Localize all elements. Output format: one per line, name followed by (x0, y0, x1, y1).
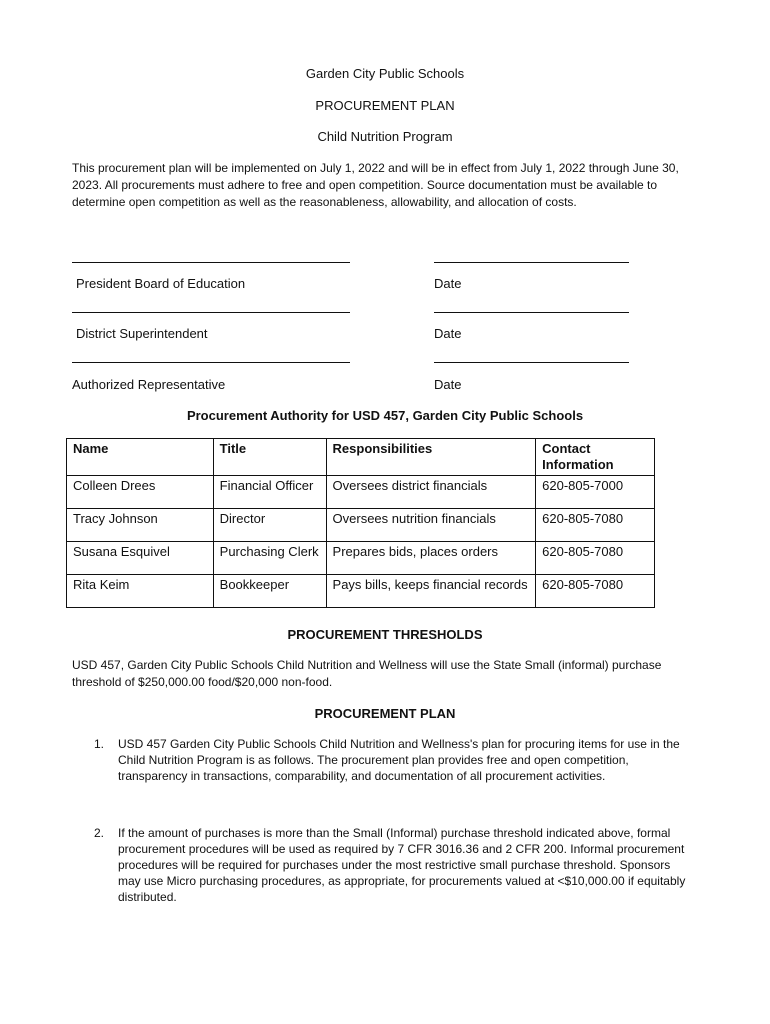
column-header-title: Title (213, 439, 326, 476)
cell-responsibilities: Oversees district financials (326, 476, 536, 509)
signature-label-superintendent: District Superintendent (76, 326, 208, 341)
signature-line-president (72, 262, 350, 263)
thresholds-paragraph: USD 457, Garden City Public Schools Child Nutrition and Wellness will use the State Small (informal) purchase threshold of $250,000.00 food/$20,000 non-food. (72, 658, 662, 689)
list-item-text: USD 457 Garden City Public Schools Child Nutrition and Wellness's plan for procuring items for use in the Child Nutrition Program is as follows. The procurement plan provides free and open competition, transparency in transactions, comparability, and documentation of all procurement activities. (118, 737, 680, 783)
program-name: Child Nutrition Program (317, 129, 453, 144)
signature-label-president: President Board of Education (76, 276, 246, 291)
cell-contact: 620-805-7080 (536, 575, 655, 608)
signature-line-superintendent (72, 312, 350, 313)
document-title: PROCUREMENT PLAN (315, 98, 455, 113)
date-label-authorized: Date (434, 377, 462, 392)
plan-heading: PROCUREMENT PLAN (314, 706, 456, 721)
table-row (67, 509, 655, 542)
authority-table (66, 438, 655, 608)
date-line-authorized (434, 362, 629, 363)
thresholds-heading: PROCUREMENT THRESHOLDS (287, 627, 483, 642)
cell-contact: 620-805-7080 (536, 509, 655, 542)
cell-contact: 620-805-7080 (536, 542, 655, 575)
date-line-president (434, 262, 629, 263)
list-item-number: 2. (94, 826, 105, 840)
org-name: Garden City Public Schools (305, 66, 465, 81)
signature-label-authorized: Authorized Representative (72, 377, 226, 392)
date-label-superintendent: Date (434, 326, 462, 341)
cell-name: Tracy Johnson (67, 509, 214, 542)
list-item-number: 1. (94, 737, 105, 751)
intro-paragraph: This procurement plan will be implemented on July 1, 2022 and will be in effect from July 1, 2022 through June 30, 2023. All procurements must adhere to free and open competition. Source documentation must be available to determine open competition as well as the reasonableness, allowability, and allocation of costs. (72, 161, 679, 209)
date-label-president: Date (434, 276, 462, 291)
column-header-responsibilities: Responsibilities (326, 439, 536, 476)
table-row (67, 476, 655, 509)
cell-responsibilities: Oversees nutrition financials (326, 509, 536, 542)
cell-title: Purchasing Clerk (213, 542, 326, 575)
date-line-superintendent (434, 312, 629, 313)
cell-contact: 620-805-7000 (536, 476, 655, 509)
cell-title: Bookkeeper (213, 575, 326, 608)
authority-heading: Procurement Authority for USD 457, Garden City Public Schools (186, 408, 584, 423)
cell-name: Susana Esquivel (67, 542, 214, 575)
table-row (67, 575, 655, 608)
table-row (67, 542, 655, 575)
column-header-name: Name (67, 439, 214, 476)
cell-name: Colleen Drees (67, 476, 214, 509)
cell-responsibilities: Prepares bids, places orders (326, 542, 536, 575)
signature-line-authorized (72, 362, 350, 363)
cell-title: Financial Officer (213, 476, 326, 509)
cell-responsibilities: Pays bills, keeps financial records (326, 575, 536, 608)
cell-name: Rita Keim (67, 575, 214, 608)
column-header-contact: Contact Information (536, 439, 655, 476)
list-item-text: If the amount of purchases is more than the Small (Informal) purchase threshold indicated above, formal procurement procedures will be used as required by 7 CFR 3016.36 and 2 CFR 200. Informal procurement procedures will be required for purchases under the most restrictive small purchase threshold. Sponsors may use Micro purchasing procedures, as appropriate, for procurements valued at <$10,000.00 if equitably distributed. (118, 826, 686, 904)
cell-title: Director (213, 509, 326, 542)
table-header-row (67, 439, 655, 476)
